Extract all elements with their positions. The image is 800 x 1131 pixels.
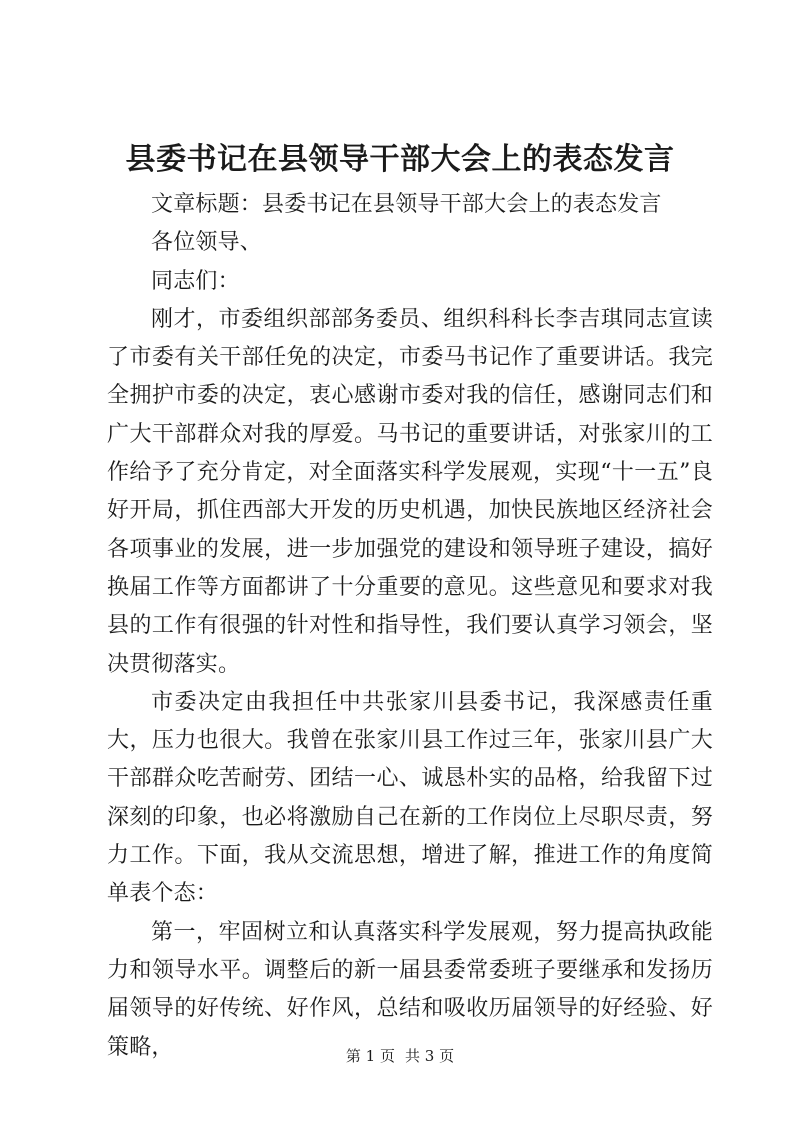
- document-title: 县委书记在县领导干部大会上的表态发言: [125, 142, 675, 177]
- page-total: 共 3 页: [405, 1047, 455, 1065]
- salutation-comrades: 同志们：: [151, 268, 240, 294]
- page-number: 第 1 页: [345, 1047, 395, 1065]
- page-footer: [0, 1046, 800, 1066]
- paragraph-first-point: 第一，牢固树立和认真落实科学发展观，努力提高执政能力和领导水平。调整后的新一届县委常委班子要继承和发扬历届领导的好传统、好作风，总结和吸收历届领导的好经验、好策略，: [107, 919, 713, 1060]
- paragraph-appointment: 市委决定由我担任中共张家川县委书记，我深感责任重大，压力也很大。我曾在张家川县工作过三年，张家川县广大干部群众吃苦耐劳、团结一心、诚恳朴实的品格，给我留下过深刻的印象，也必将激励自己在新的工作岗位上尽职尽责，努力工作。下面，我从交流思想，增进了解，推进工作的角度简单表个态：: [107, 689, 713, 907]
- document-body: [107, 186, 713, 1067]
- paragraph-opening: 刚才，市委组织部部务委员、组织科科长李吉琪同志宣读了市委有关干部任免的决定，市委马书记作了重要讲话。我完全拥护市委的决定，衷心感谢市委对我的信任，感谢同志们和广大干部群众对我的厚爱。马书记的重要讲话，对张家川的工作给予了充分肯定，对全面落实科学发展观，实现“十一五”良好开局，抓住西部大开发的历史机遇，加快民族地区经济社会各项事业的发展，进一步加强党的建设和领导班子建设，搞好换届工作等方面都讲了十分重要的意见。这些意见和要求对我县的工作有很强的针对性和指导性，我们要认真学习领会，坚决贯彻落实。: [107, 306, 713, 677]
- article-title-line: 文章标题：县委书记在县领导干部大会上的表态发言: [151, 192, 662, 217]
- salutation-leaders: 各位领导、: [151, 230, 263, 256]
